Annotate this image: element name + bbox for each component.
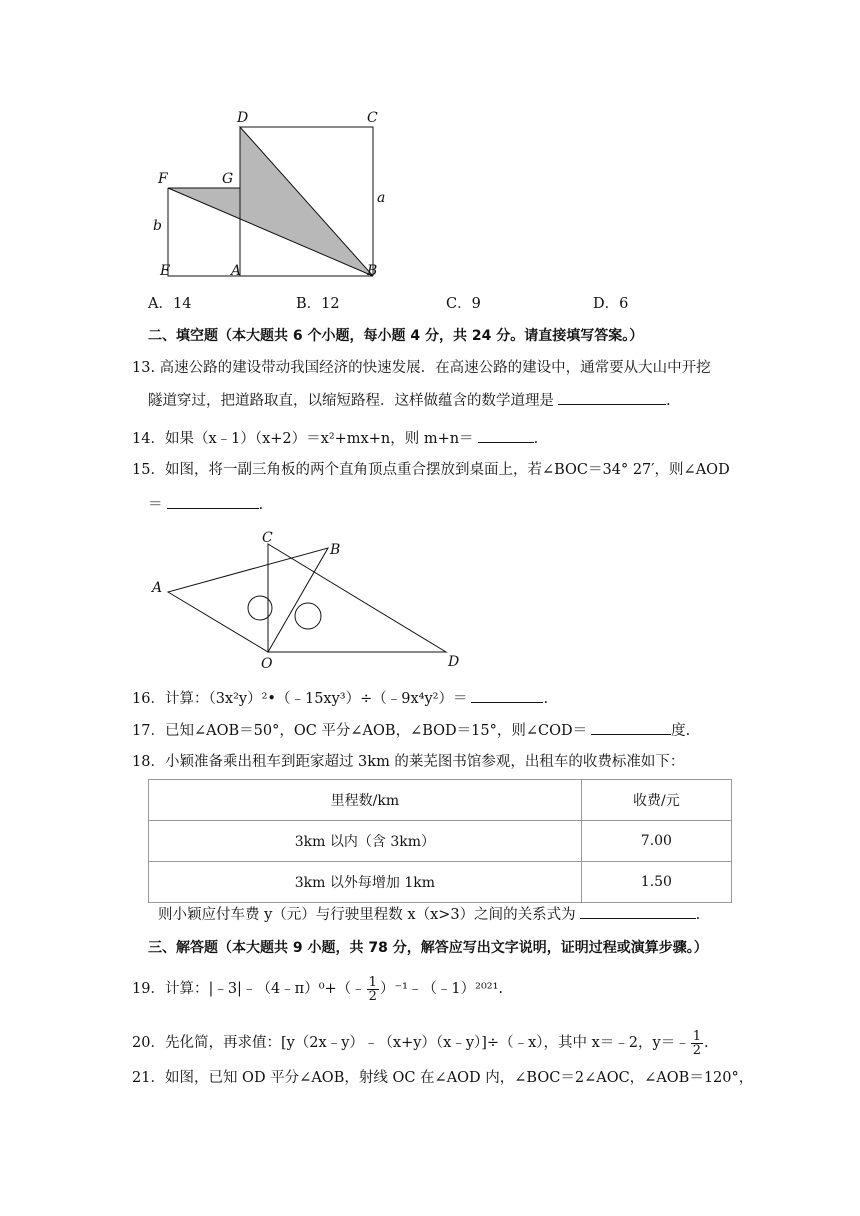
label-d: D <box>237 110 249 126</box>
table-cell: 1.50 <box>581 862 731 903</box>
label-o: O <box>261 656 273 672</box>
label-d: D <box>448 654 460 670</box>
label-c: C <box>262 530 273 546</box>
figure-q15 <box>148 526 468 676</box>
label-a-side: a <box>377 190 386 206</box>
q18-answer-blank[interactable] <box>580 904 696 919</box>
q14: 14．如果（x﹣1）（x+2）＝x²+mx+n，则 m+n＝ . <box>132 428 538 449</box>
triangle-cod <box>268 544 446 652</box>
section-2-header: 二、填空题（本大题共 6 个小题，每小题 4 分，共 24 分。请直接填写答案。） <box>148 328 644 344</box>
q16-answer-blank[interactable] <box>471 688 543 703</box>
q15-answer-blank[interactable] <box>167 494 259 509</box>
q20: 20．先化简，再求值：[y（2x﹣y）﹣（x+y）（x﹣y）]÷（﹣x），其中 x＝﹣2，y＝﹣ $\frac{1}{2}$ . <box>132 1028 709 1058</box>
table-row <box>149 862 732 903</box>
option-a: A．14 <box>148 296 192 312</box>
table-row <box>149 821 732 862</box>
q18-after: 则小颖应付车费 y（元）与行驶里程数 x（x>3）之间的关系式为 . <box>158 904 700 925</box>
label-b-side: b <box>153 218 162 234</box>
label-a: A <box>231 263 242 279</box>
section-3-header: 三、解答题（本大题共 9 小题，共 78 分，解答应写出文字说明，证明过程或演算步骤。） <box>148 940 708 956</box>
triangle-aob <box>168 548 328 652</box>
table-cell: 3km 以内（含 3km） <box>149 821 582 862</box>
fraction-one-half: $\frac{1}{2}$ <box>368 974 377 1004</box>
table-cell: 3km 以外每增加 1km <box>149 862 582 903</box>
label-e: E <box>160 263 171 279</box>
table-header-row <box>149 780 732 821</box>
label-f: F <box>158 171 168 187</box>
fee-table <box>148 779 732 903</box>
q14-answer-blank[interactable] <box>478 428 534 443</box>
q17: 17．已知∠AOB＝50°，OC 平分∠AOB，∠BOD＝15°，则∠COD＝ 度. <box>132 720 690 741</box>
table-header-cell: 收费/元 <box>581 780 731 821</box>
label-b: B <box>330 542 341 558</box>
q15-line2: ＝ . <box>148 494 263 515</box>
option-d: D．6 <box>593 296 629 312</box>
q16: 16．计算：（3x²y）²•（﹣15xy³）÷（﹣9x⁴y²）＝ . <box>132 688 548 709</box>
triangle-hole-right <box>295 603 321 629</box>
option-c: C．9 <box>446 296 481 312</box>
q18-text: 18．小颖准备乘出租车到距家超过 3km 的莱芜图书馆参观，出租车的收费标准如下： <box>132 754 685 770</box>
q21: 21．如图，已知 OD 平分∠AOB，射线 OC 在∠AOD 内，∠BOC＝2∠AOC，∠AOB＝120°， <box>132 1070 754 1086</box>
label-g: G <box>222 171 234 187</box>
label-c: C <box>367 110 378 126</box>
q13-line1: 13. 高速公路的建设带动我国经济的快速发展．在高速公路的建设中，通常要从大山中开挖 <box>132 360 711 376</box>
table-header-cell: 里程数/km <box>149 780 582 821</box>
q19: 19．计算：|﹣3|﹣（4﹣π）⁰+（﹣ $\frac{1}{2}$ ）⁻¹﹣（﹣1）²⁰²¹. <box>132 974 504 1004</box>
fraction-one-half: $\frac{1}{2}$ <box>692 1028 701 1058</box>
label-a: A <box>152 580 163 596</box>
figure-q12 <box>148 104 408 284</box>
shaded-triangle <box>168 127 373 276</box>
option-b: B．12 <box>296 296 340 312</box>
table-cell: 7.00 <box>581 821 731 862</box>
q17-answer-blank[interactable] <box>591 720 671 735</box>
q15-line1: 15．如图，将一副三角板的两个直角顶点重合摆放到桌面上，若∠BOC＝34° 27′，则∠AOD <box>132 462 730 478</box>
q13-line2: 隧道穿过，把道路取直，以缩短路程．这样做蕴含的数学道理是 . <box>148 390 671 411</box>
label-b: B <box>367 263 378 279</box>
q13-answer-blank[interactable] <box>558 390 666 405</box>
